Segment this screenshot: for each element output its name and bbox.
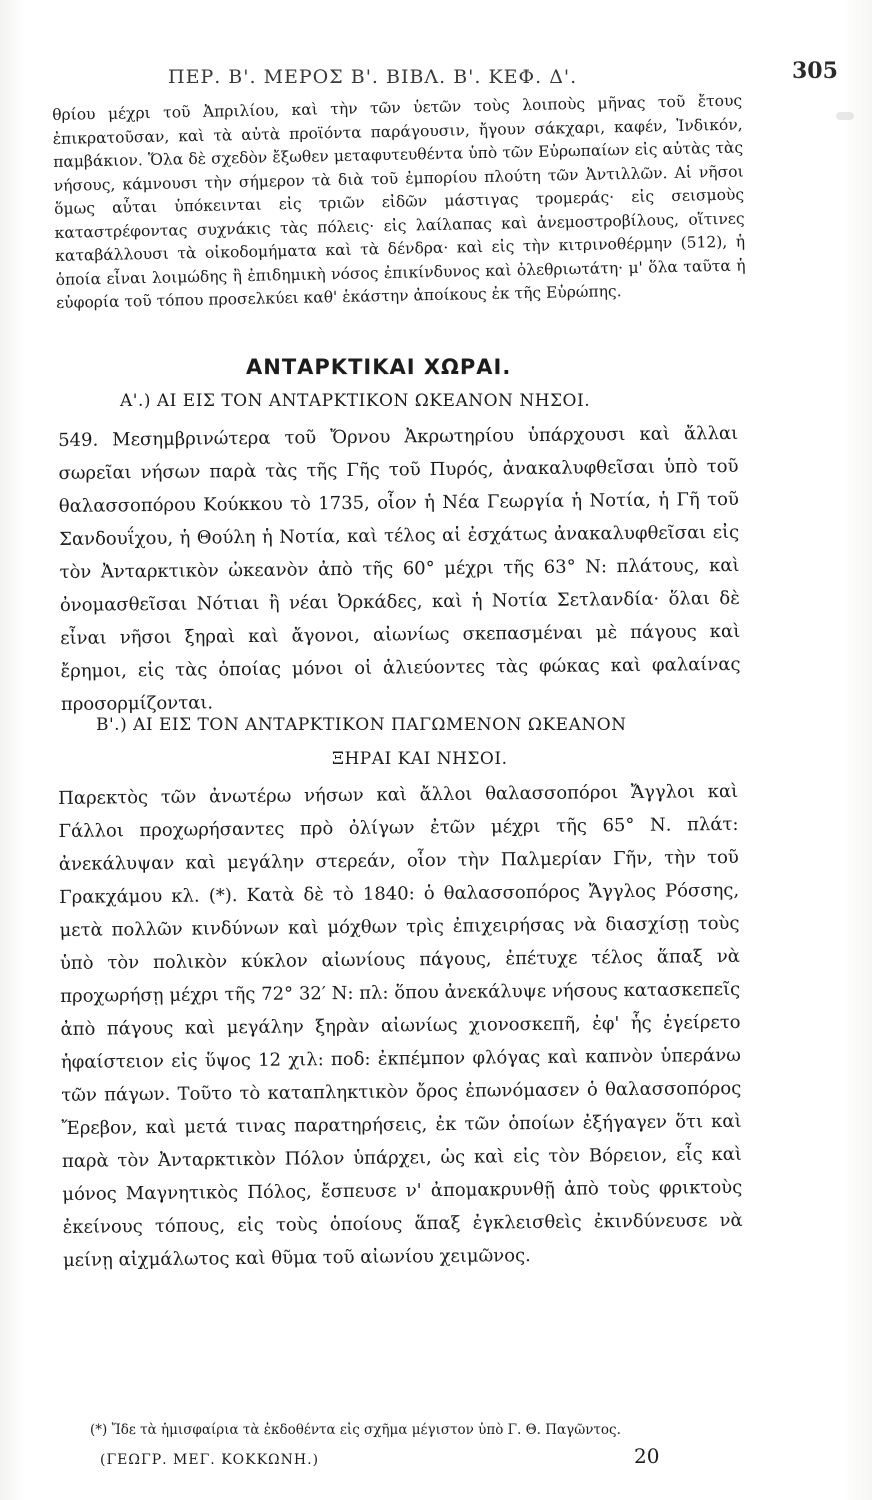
- intro-paragraph: θρίου μέχρι τοῦ Ἀπριλίου, καὶ τὴν τῶν ὑετῶν τοὺς λοιποὺς μῆνας τοῦ ἔτους ἐπικρατοῦσαν, καὶ τὰ αὐτὰ προϊόντα παράγουσιν, ἤγουν σάκχαρι, καφέν, Ἰνδικόν, παμβάκιον. Ὅλα δὲ σχεδὸν ἔξωθεν μεταφυτευθέντα ὑπὸ τῶν Εὐρωπαίων εἰς αὐτὰς τὰς νήσους, κάμνουσι τὴν σήμερον τὰ διὰ τοῦ ἐμπορίου πλούτη τῶν Ἀντιλλῶν. Αἱ νῆσοι ὅμως αὗται ὑπόκεινται εἰς τριῶν εἰδῶν μάστιγας τρομεράς· εἰς σεισμοὺς καταστρέφοντας συχνάκις τὰς πόλεις· εἰς λαίλαπας καὶ ἀνεμοστροβίλους, οἵτινες καταβάλλουσι τὰ οἰκοδομήματα καὶ τὰ δένδρα· καὶ εἰς τὴν κιτρινοθέρμην (512), ἡ ὁποία εἶναι λοιμώδης ἢ ἐπιδημικὴ νόσος ἐπικίνδυνος καὶ ὀλεθριωτάτη· μ' ὅλα ταῦτα ἡ εὐφορία τοῦ τόπου προσελκύει καθ' ἑκάστην ἀποίκους ἐκ τῆς Εὐρώπης.: [52, 91, 746, 312]
- signature-mark: (ΓΕΩΓΡ. ΜΕΓ. ΚΟΚΚΩΝΗ.): [100, 1452, 320, 1468]
- footnote: (*) Ἴδε τὰ ἡμισφαίρια τὰ ἐκδοθέντα εἰς σχῆμα μέγιστον ὑπὸ Γ. Θ. Παγῶντος.: [90, 1422, 621, 1438]
- signature-number: 20: [634, 1444, 660, 1468]
- paragraph-b-block: [58, 775, 743, 1277]
- paper-stain: [836, 112, 854, 120]
- subsection-b-heading-line1: Β'.) ΑΙ ΕΙΣ ΤΟΝ ΑΝΤΑΡΚΤΙΚΟΝ ΠΑΓΩΜΕΝΟΝ ΩΚΕΑΝΟΝ: [96, 715, 627, 735]
- section-title: ΑΝΤΑΡΚΤΙΚΑΙ ΧΩΡΑΙ.: [246, 355, 512, 379]
- subsection-a-heading: Α'.) ΑΙ ΕΙΣ ΤΟΝ ΑΝΤΑΡΚΤΙΚΟΝ ΩΚΕΑΝΟΝ ΝΗΣΟΙ.: [120, 391, 591, 411]
- paragraph-b: Παρεκτὸς τῶν ἀνωτέρω νήσων καὶ ἄλλοι θαλασσοπόροι Ἄγγλοι καὶ Γάλλοι προχωρήσαντες πρὸ ὀλίγων ἐτῶν μέχρι τῆς 65° Ν. πλάτ: ἀνεκάλυψαν καὶ μεγάλην στερεάν, οἷον τὴν Παλμερίαν Γῆν, τὴν τοῦ Γρακχάμου κλ. (*). Κατὰ δὲ τὸ 1840: ὁ θαλασσοπόρος Ἄγγλος Ρόσσης, μετὰ πολλῶν κινδύνων καὶ μόχθων τρὶς ἐπιχειρήσας νὰ διασχίσῃ τοὺς ὑπὸ τὸν πολικὸν κύκλον αἰωνίους πάγους, ἐπέτυχε τέλος ἅπαξ νὰ προχωρήσῃ μέχρι τῆς 72° 32′ Ν: πλ: ὅπου ἀνεκάλυψε νήσους κατασκεπεῖς ἀπὸ πάγους καὶ μεγάλην ξηρὰν αἰωνίως χιονοσκεπῆ, ἐφ' ἧς ἐγείρετο ἡφαίστειον εἰς ὕψος 12 χιλ: ποδ: ἐκπέμπον φλόγας καὶ καπνὸν ὑπεράνω τῶν πάγων. Τοῦτο τὸ καταπληκτικὸν ὄρος ἐπωνόμασεν ὁ θαλασσοπόρος Ἔρεβον, καὶ μετά τινας παρατηρήσεις, ἐκ τῶν ὁποίων ἐξήγαγεν ὅτι καὶ παρὰ τὸν Ἀνταρκτικὸν Πόλον ὑπάρχει, ὡς καὶ εἰς τὸν Βόρειον, εἷς καὶ μόνος Μαγνητικὸς Πόλος, ἔσπευσε ν' ἀπομακρυνθῇ ἀπὸ τοὺς φρικτοὺς ἐκείνους τόπους, εἰς τοὺς ὁποίους ἅπαξ ἐγκλεισθεὶς ἐκινδύνευσε νὰ μείνῃ αἰχμάλωτος καὶ θῦμα τοῦ αἰωνίου χειμῶνος.: [58, 780, 743, 1271]
- intro-paragraph-block: [52, 90, 746, 316]
- page-number: 305: [792, 58, 838, 84]
- paragraph-549-block: [58, 417, 741, 714]
- subsection-b-heading-line2: ΞΗΡΑΙ ΚΑΙ ΝΗΣΟΙ.: [332, 749, 508, 769]
- running-head: ΠΕΡ. Β'. ΜΕΡΟΣ Β'. ΒΙΒΛ. Β'. ΚΕΦ. Δ'.: [168, 66, 578, 88]
- paragraph-549: 549. Μεσημβρινώτερα τοῦ Ὄρνου Ἀκρωτηρίου ὑπάρχουσι καὶ ἄλλαι σωρεῖαι νήσων παρὰ τὰς τῆς Γῆς τοῦ Πυρός, ἀνακαλυφθεῖσαι ὑπὸ τοῦ θαλασσοπόρου Κούκκου τὸ 1735, οἷον ἡ Νέα Γεωργία ἡ Νοτία, ἡ Γῆ τοῦ Σανδουΐχου, ἡ Θούλη ἡ Νοτία, καὶ τέλος αἱ ἐσχάτως ἀνακαλυφθεῖσαι εἰς τὸν Ἀνταρκτικὸν ὠκεανὸν ἀπὸ τῆς 60° μέχρι τῆς 63° Ν: πλάτους, καὶ ὀνομασθεῖσαι Νότιαι ἢ νέαι Ὀρκάδες, καὶ ἡ Νοτία Σετλανδία· ὅλαι δὲ εἶναι νῆσοι ξηραὶ καὶ ἄγονοι, αἰωνίως σκεπασμέναι μὲ πάγους καὶ ἔρημοι, εἰς τὰς ὁποίας μόνοι οἱ ἁλιεύοντες τὰς φώκας καὶ φαλαίνας προσορμίζονται.: [58, 422, 741, 715]
